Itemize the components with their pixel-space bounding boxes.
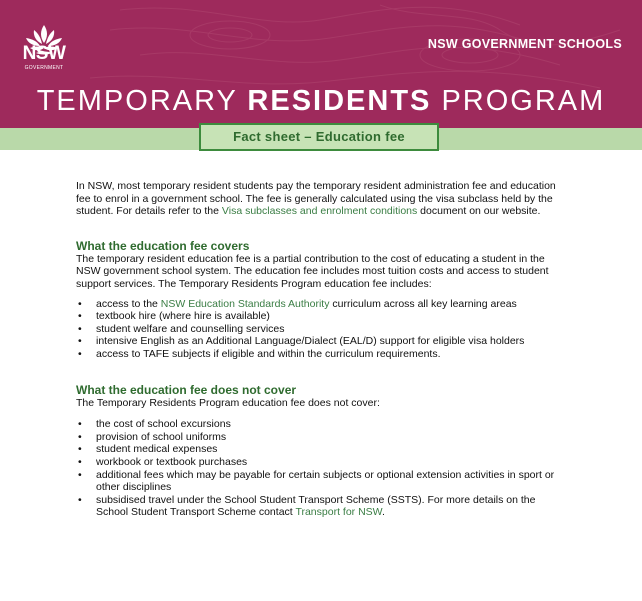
header-banner [0, 0, 642, 128]
list-item: • intensive English as an Additional Language/Dialect (EAL/D) support for eligible visa holders [76, 335, 568, 348]
title-part-1: TEMPORARY [36, 85, 248, 117]
intro-paragraph [76, 180, 568, 218]
logo-subtext: GOVERNMENT [24, 65, 64, 71]
title-part-2: PROGRAM [431, 85, 606, 117]
visa-subclasses-link[interactable]: Visa subclasses and enrolment conditions [221, 205, 418, 218]
nesa-link[interactable]: NSW Education Standards Authority [160, 297, 330, 310]
title-bold: RESIDENTS [247, 85, 432, 117]
list-item: • subsidised travel under the School Student Transport Scheme (SSTS). For more details on the School Student Transport Scheme contact Transport for NSW. [76, 494, 568, 519]
not-covers-paragraph: The Temporary Residents Program education fee does not cover: [76, 396, 380, 409]
covers-list [76, 298, 568, 361]
fact-sheet-label: Fact sheet – Education fee [199, 123, 439, 151]
logo-text: NSW [22, 43, 66, 64]
list-item: • student welfare and counselling services [76, 323, 568, 336]
list-item: • additional fees which may be payable for certain subjects or optional extension activities in sport or other disciplines [76, 469, 568, 494]
covers-heading: What the education fee covers [76, 238, 250, 253]
list-item: • access to TAFE subjects if eligible and within the curriculum requirements. [76, 348, 568, 361]
list-item: • workbook or textbook purchases [76, 456, 568, 469]
document-body [76, 180, 568, 519]
not-covers-list [76, 418, 568, 519]
intro-text: In NSW, most temporary resident students pay the temporary resident administration fee and education fee to enrol in a government school. The fee is generally calculated using the visa subclass held by the student. For details refer to the [76, 180, 556, 218]
organisation-name: NSW GOVERNMENT SCHOOLS [427, 37, 622, 51]
intro-text-end: document on our website. [417, 205, 541, 218]
not-covers-heading: What the education fee does not cover [76, 382, 297, 397]
list-item: • access to the NSW Education Standards Authority curriculum across all key learning areas [76, 298, 568, 311]
page-title [0, 84, 642, 118]
list-item: • textbook hire (where hire is available) [76, 310, 568, 323]
list-item: • the cost of school excursions [76, 418, 568, 431]
covers-paragraph: The temporary resident education fee is a partial contribution to the cost of educating a student in the NSW government school system. The education fee includes most tuition costs and access to student support services. The Temporary Residents Program education fee includes: [76, 252, 549, 290]
transport-for-nsw-link[interactable]: Transport for NSW [295, 506, 382, 519]
list-item: • provision of school uniforms [76, 431, 568, 444]
list-item: • student medical expenses [76, 443, 568, 456]
